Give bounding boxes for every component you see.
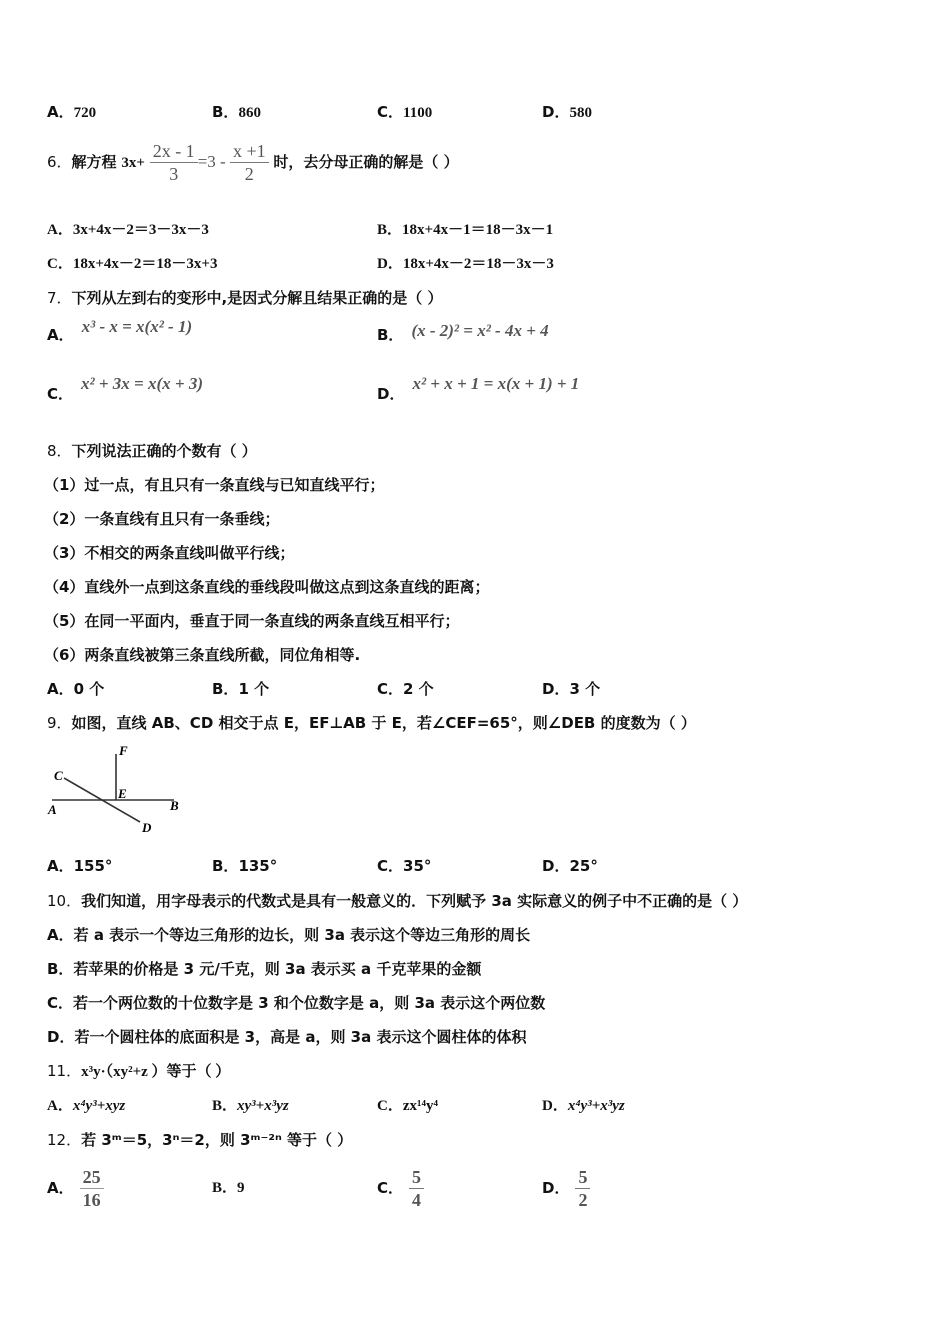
q8-option-b[interactable]: B．1 个 [212,680,270,698]
q9-stem: 9．如图，直线 AB、CD 相交于点 E，EF⊥AB 于 E，若∠CEF=65°，则∠DEB 的度数为（ ） [47,714,696,732]
q8-item-1: （1）过一点，有且只有一条直线与已知直线平行； [44,476,385,494]
q5-option-d[interactable]: D．580 [542,103,592,121]
q8-item-3: （3）不相交的两条直线叫做平行线； [44,544,295,562]
q10-stem: 10．我们知道，用字母表示的代数式是具有一般意义的．下列赋予 3a 实际意义的例子中不正确的是（ ） [47,892,748,910]
q11-option-b[interactable]: B．xy³+x³yz [212,1098,289,1114]
q5-option-a[interactable]: A．720 [47,103,97,121]
q8-stem: 8．下列说法正确的个数有（ ） [47,442,257,460]
q9-option-c[interactable]: C．35° [377,857,432,875]
q9-figure [44,744,194,836]
label-d: D [142,820,152,835]
q6-stem: 6．解方程 3x+ $\frac{2x - 1}{3}$ =3 - $\frac{x +1}{2}$ 时，去分母正确的解是（ ） [47,141,459,184]
q9-option-a[interactable]: A．155° [47,857,113,875]
q10-option-b[interactable]: B．若苹果的价格是 3 元/千克，则 3a 表示买 a 千克苹果的金额 [47,960,482,978]
q11-stem: 11．x³y·（xy²+z ）等于（ ） [47,1062,231,1080]
q9-option-b[interactable]: B．135° [212,857,278,875]
q8-item-5: （5）在同一平面内，垂直于同一条直线的两条直线互相平行； [44,612,460,630]
q8-option-c[interactable]: C．2 个 [377,680,434,698]
label-c: C [54,768,63,783]
q10-option-a[interactable]: A．若 a 表示一个等边三角形的边长，则 3a 表示这个等边三角形的周长 [47,926,531,944]
q6-fraction-2: $\frac{x +1}{2}$ [230,140,269,185]
q12-option-d[interactable]: D． $\frac{5}{2}$ [542,1164,590,1212]
q12-option-a[interactable]: A． $\frac{25}{16}$ [47,1164,104,1212]
q10-option-c[interactable]: C．若一个两位数的十位数字是 3 和个位数字是 a，则 3a 表示这个两位数 [47,994,546,1012]
q10-option-d[interactable]: D．若一个圆柱体的底面积是 3，高是 a，则 3a 表示这个圆柱体的体积 [47,1028,527,1046]
label-b: B [170,798,179,813]
q12-option-c[interactable]: C． $\frac{5}{4}$ [377,1164,424,1212]
q11-option-d[interactable]: D．x⁴y³+x³yz [542,1098,625,1114]
q5-option-b[interactable]: B．860 [212,103,261,121]
q7-option-b[interactable]: B． (x - 2)² = x² - 4x + 4 [377,321,549,344]
q5-option-c[interactable]: C．1100 [377,103,433,121]
label-e: E [118,786,127,801]
q6-option-d[interactable]: D．18x+4x－2＝18－3x－3 [377,256,554,272]
q7-option-c[interactable]: C．x² + 3x = x(x + 3) [47,374,203,403]
q8-option-d[interactable]: D．3 个 [542,680,601,698]
q6-option-b[interactable]: B．18x+4x－1＝18－3x－1 [377,222,554,238]
q7-option-a[interactable]: A． x³ - x = x(x² - 1) [47,317,193,344]
q8-option-a[interactable]: A．0 个 [47,680,105,698]
q8-item-4: （4）直线外一点到这条直线的垂线段叫做这点到这条直线的距离； [44,578,490,596]
q6-fraction-1: $\frac{2x - 1}{3}$ [150,140,198,185]
q8-item-6: （6）两条直线被第三条直线所截，同位角相等. [44,646,361,664]
q6-option-a[interactable]: A．3x+4x－2＝3－3x－3 [47,222,209,238]
q12-option-b[interactable]: B．9 [212,1180,245,1196]
q6-option-c[interactable]: C．18x+4x－2＝18－3x+3 [47,256,218,272]
q12-stem: 12．若 3ᵐ＝5，3ⁿ＝2，则 3ᵐ⁻²ⁿ 等于（ ） [47,1131,353,1149]
q7-stem: 7．下列从左到右的变形中,是因式分解且结果正确的是（ ） [47,289,443,307]
label-a: A [48,802,57,817]
q11-option-c[interactable]: C．zx¹⁴y⁴ [377,1098,438,1114]
q9-option-d[interactable]: D．25° [542,857,598,875]
q11-option-a[interactable]: A．x⁴y³+xyz [47,1098,126,1114]
label-f: F [119,744,128,758]
q7-option-d[interactable]: D．x² + x + 1 = x(x + 1) + 1 [377,374,580,403]
q8-item-2: （2）一条直线有且只有一条垂线； [44,510,280,528]
